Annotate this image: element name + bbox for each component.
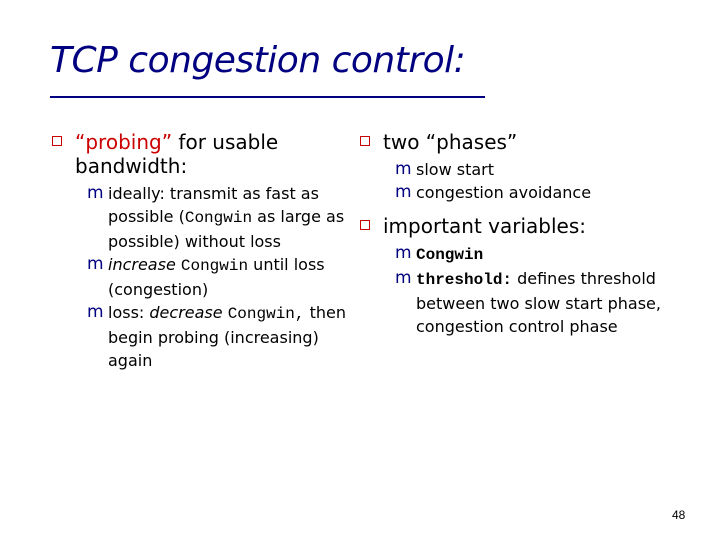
square-bullet-icon <box>360 136 370 146</box>
code-threshold: threshold: <box>416 271 513 289</box>
subitem-text: then begin probing (increasing) again <box>108 303 346 370</box>
subitem-ideally <box>85 182 352 253</box>
sub-bullet-icon: m <box>395 182 412 202</box>
variables-list <box>393 242 680 338</box>
right-column <box>360 130 680 338</box>
phase-item <box>393 181 680 204</box>
sub-bullet-icon: m <box>395 159 412 179</box>
code-congwin: Congwin <box>184 209 253 227</box>
subitem-text: until loss (congestion) <box>108 255 325 299</box>
subitem-increase <box>85 253 352 301</box>
sub-bullet-icon: m <box>395 243 412 263</box>
sub-bullet-icon: m <box>87 302 104 322</box>
subitem-italic: decrease <box>149 303 228 322</box>
phases-title: two “phases” <box>383 130 518 154</box>
variables-title: important variables: <box>383 214 587 238</box>
slide-title: TCP congestion control: <box>50 40 466 81</box>
phase-label: slow start <box>416 160 495 179</box>
variable-item <box>393 267 680 338</box>
subitem-text: as large as possible) without loss <box>108 207 345 251</box>
sub-bullet-icon: m <box>87 254 104 274</box>
subitem-italic: increase <box>108 255 181 274</box>
subitem-loss <box>85 301 352 372</box>
subitem-text: ideally: transmit as fast as possible ( <box>108 184 319 226</box>
code-congwin: Congwin <box>180 257 249 275</box>
probing-subitems <box>85 182 352 372</box>
code-congwin: Congwin <box>416 246 484 264</box>
bullet-variables <box>360 214 680 338</box>
sub-bullet-icon: m <box>87 183 104 203</box>
square-bullet-icon <box>52 136 62 146</box>
phase-item <box>393 158 680 181</box>
sub-bullet-icon: m <box>395 268 412 288</box>
title-underline <box>50 96 485 98</box>
bullet-phases <box>360 130 680 204</box>
variable-text: defines threshold between two slow start phase, congestion control phase <box>416 269 661 336</box>
bullet-probing <box>52 130 352 372</box>
square-bullet-icon <box>360 220 370 230</box>
phases-list <box>393 158 680 204</box>
code-congwin: Congwin, <box>227 305 305 323</box>
page-number: 48 <box>672 508 686 522</box>
left-column <box>52 130 352 372</box>
variable-item <box>393 242 680 267</box>
probing-text: for usable bandwidth: <box>75 130 279 178</box>
probing-term: “probing” <box>75 130 173 154</box>
phase-label: congestion avoidance <box>416 183 592 202</box>
subitem-text: loss: <box>108 303 150 322</box>
